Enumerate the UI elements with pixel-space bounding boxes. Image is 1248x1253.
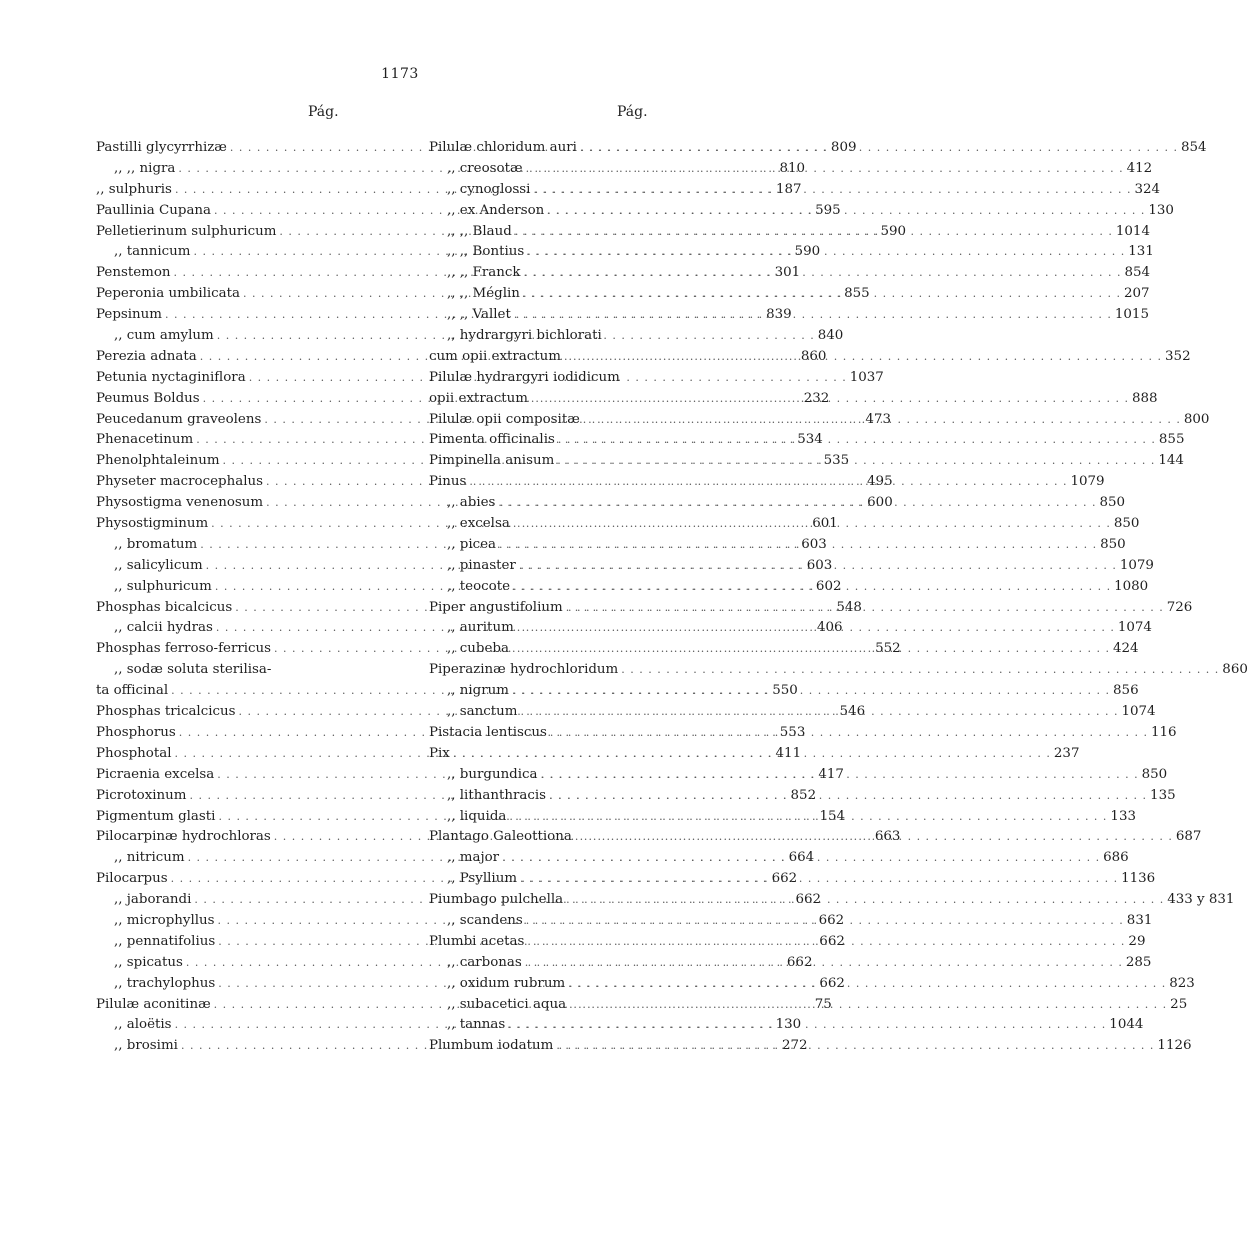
entry-page-number: 663 — [874, 829, 901, 845]
entry-term: Pilulæ opii compositæ — [429, 411, 580, 427]
entry-page-number: 687 — [1175, 829, 1202, 845]
left-column-header: Pág. — [308, 104, 339, 120]
entry-term: Phenacetinum — [96, 432, 194, 448]
entry-term: Piperazinæ hydrochloridum — [429, 662, 619, 678]
entry-page-number: 130 — [775, 1017, 802, 1033]
entry-term: Pilulæ chloridum auri — [429, 140, 577, 155]
entry-page-number: 1074 — [1121, 704, 1156, 720]
entry-page-number: 590 — [794, 244, 821, 260]
entry-term: ta officinal — [96, 683, 169, 699]
entry-page-number: 850 — [1113, 516, 1140, 532]
entry-page-number: 1080 — [1114, 578, 1149, 594]
dot-leader — [498, 493, 1096, 514]
dot-leader — [499, 535, 1097, 556]
dot-leader — [527, 242, 1125, 263]
entry-page-number: 552 — [875, 641, 901, 657]
entry-term: Physostigma venenosum — [96, 495, 264, 511]
entry-term: ,, jaborandi — [114, 892, 192, 908]
entry-term: Pigmentum glasti — [96, 808, 216, 824]
entry-term: ,, brosimi — [114, 1038, 178, 1054]
entry-term: Phosphorus — [96, 724, 176, 740]
dot-leader — [469, 472, 1067, 493]
entry-page-number: 75 — [814, 996, 832, 1012]
dot-leader — [508, 1015, 1106, 1036]
dot-leader — [523, 284, 1121, 305]
entry-term: ,, tannas — [447, 1017, 506, 1033]
entry-page-number: 133 — [1110, 808, 1136, 824]
dot-leader — [568, 974, 1166, 995]
entry-page-number: 548 — [836, 599, 862, 615]
dot-leader — [512, 681, 1110, 702]
dot-leader — [531, 389, 1129, 410]
entry-page-number: 25 — [1170, 996, 1188, 1012]
entry-page-number: 553 — [779, 724, 806, 740]
entry-page-number: 285 — [1125, 954, 1152, 970]
entry-term: cum opii extractum — [429, 348, 561, 364]
entry-page-number: 662 — [818, 912, 845, 928]
entry-page-number: 301 — [774, 265, 801, 281]
entry-term: ,, sulphuricum — [114, 578, 212, 594]
entry-term: ,, ex Anderson — [447, 202, 545, 218]
entry-term: ,, teocote — [447, 578, 511, 594]
entry-page-number: 187 — [775, 181, 802, 197]
entry-term: Peucedanum graveolens — [96, 411, 262, 427]
entry-term: ,, auritum — [447, 620, 514, 636]
dot-leader — [549, 786, 1147, 807]
entry-term: ,, carbonas — [447, 954, 522, 970]
entry-term: ,, sanctum — [447, 704, 518, 720]
entry-page-number: 1044 — [1109, 1017, 1144, 1033]
entry-term: Phosphas tricalcicus — [96, 704, 236, 720]
entry-term: ,, liquida — [447, 808, 507, 824]
entry-term: ,, picea — [447, 536, 497, 552]
dot-leader — [513, 577, 1111, 598]
entry-page-number: 839 — [766, 307, 792, 323]
dot-leader — [523, 263, 1121, 284]
entry-page-number: 800 — [1183, 411, 1210, 427]
entry-term: Physostigminum — [96, 516, 209, 532]
entry-page-number: 495 — [867, 474, 893, 490]
entry-term: ,, salicylicum — [114, 557, 203, 573]
entry-page-number: 1037 — [849, 369, 884, 385]
entry-term: Picrotoxinum — [96, 787, 187, 803]
dot-leader — [527, 932, 1125, 953]
entry-page-number: 590 — [880, 223, 907, 239]
entry-page-number: 534 — [797, 432, 823, 448]
dot-leader — [566, 890, 1164, 911]
dot-leader — [557, 451, 1155, 472]
entry-page-number: 324 — [1134, 181, 1161, 197]
index-entry — [429, 368, 725, 389]
entry-page-number: 406 — [816, 620, 843, 636]
entry-page-number: 855 — [844, 286, 870, 302]
entry-term: Pelletierinum sulphuricum — [96, 223, 277, 239]
dot-leader — [564, 347, 1162, 368]
dot-leader — [502, 848, 1100, 869]
entry-term: Phenolphtaleinum — [96, 453, 220, 469]
entry-page-number: 535 — [823, 453, 850, 469]
dot-leader — [526, 911, 1124, 932]
dot-leader — [520, 702, 1118, 723]
entry-term: ,, oxidum rubrum — [447, 975, 566, 991]
dot-leader — [533, 180, 1131, 201]
entry-page-number: 546 — [839, 704, 866, 720]
entry-page-number: 860 — [800, 348, 827, 364]
entry-term: ,, spicatus — [114, 954, 183, 970]
entry-page-number: 272 — [782, 1038, 808, 1054]
entry-term: ,, ,, Méglin — [447, 286, 520, 302]
entry-term: Pastilli glycyrrhizæ — [96, 140, 227, 155]
dot-leader — [569, 995, 1167, 1016]
entry-page-number: 473 — [865, 411, 891, 427]
entry-term: ,, trachylophus — [114, 975, 216, 991]
dot-leader — [453, 744, 1051, 765]
dot-leader — [583, 410, 1181, 431]
entry-term: ,, ,, Vallet — [447, 307, 511, 323]
entry-term: ,, subacetici aqua — [447, 996, 567, 1012]
entry-page-number: 411 — [775, 745, 802, 761]
entry-term: Pimpinella anisum — [429, 453, 555, 469]
entry-page-number: 602 — [815, 578, 842, 594]
entry-term: Perezia adnata — [96, 348, 197, 364]
entry-term: ,, sodæ soluta sterilisa- — [114, 662, 272, 678]
entry-page-number: 1136 — [1121, 871, 1156, 887]
entry-page-number: 154 — [819, 808, 846, 824]
entry-page-number: 412 — [1126, 160, 1153, 176]
entry-term: ,, major — [447, 850, 500, 866]
dot-leader — [517, 618, 1115, 639]
entry-term: Phosphas ferroso-ferricus — [96, 641, 272, 657]
entry-term: ,, sulphuris — [96, 181, 172, 197]
entry-term: Penstemon — [96, 265, 171, 281]
entry-term: Plumbi acetas — [429, 933, 525, 949]
entry-term: ,, microphyllus — [114, 912, 215, 928]
entry-page-number: 135 — [1150, 787, 1176, 803]
entry-page-number: 601 — [812, 516, 838, 532]
entry-term: opii extractum — [429, 390, 528, 406]
entry-page-number: 662 — [771, 871, 798, 887]
dot-leader — [525, 953, 1123, 974]
entry-page-number: 662 — [819, 975, 845, 991]
entry-page-number: 860 — [1222, 662, 1248, 678]
entry-term: ,, ,, Bontius — [447, 244, 525, 260]
entry-term: ,, abies — [447, 495, 496, 511]
dot-leader — [556, 1036, 1154, 1057]
dot-leader — [520, 869, 1118, 890]
entry-term: Peumus Boldus — [96, 390, 200, 406]
entry-page-number: 116 — [1150, 724, 1177, 740]
entry-term: ,, burgundica — [447, 766, 538, 782]
entry-page-number: 888 — [1131, 390, 1158, 406]
entry-term: ,, cum amylum — [114, 328, 214, 344]
entry-page-number: 852 — [790, 787, 817, 803]
entry-page-number: 29 — [1128, 933, 1146, 949]
dot-leader — [541, 765, 1139, 786]
entry-page-number: 809 — [830, 140, 857, 155]
dot-leader — [580, 138, 1178, 159]
entry-page-number: 1079 — [1070, 474, 1105, 490]
entry-term: Phosphotal — [96, 745, 172, 761]
entry-page-number: 831 — [1126, 912, 1153, 928]
entry-term: ,, cynoglossi — [447, 181, 531, 197]
entry-term: Piumbago pulchella — [429, 892, 564, 908]
dot-leader — [550, 723, 1148, 744]
entry-page-number: 810 — [779, 160, 806, 176]
entry-page-number: 854 — [1180, 140, 1207, 155]
entry-term: ,, pennatifolius — [114, 933, 216, 949]
entry-term: ,, tannicum — [114, 244, 191, 260]
entry-term: ,, calcii hydras — [114, 620, 213, 636]
entry-page-number: 662 — [819, 933, 845, 949]
entry-term: ,, scandens — [447, 912, 523, 928]
entry-page-number: 850 — [1100, 536, 1126, 552]
index-entry — [429, 660, 1248, 681]
entry-page-number: 840 — [817, 328, 844, 344]
entry-page-number: 1126 — [1157, 1038, 1192, 1054]
entry-term: Petunia nyctaginiflora — [96, 369, 246, 385]
entry-term: ,, cubeba — [447, 641, 509, 657]
dot-leader — [558, 430, 1156, 451]
entry-term: ,, excelsa — [447, 516, 510, 532]
entry-term: ,, pinaster — [447, 557, 516, 573]
entry-page-number: 417 — [818, 766, 844, 782]
entry-term: ,, Psyllium — [447, 871, 518, 887]
entry-page-number: 207 — [1123, 286, 1150, 302]
entry-page-number: 1015 — [1114, 307, 1149, 323]
dot-leader — [514, 305, 1112, 326]
entry-term: Pilocarpus — [96, 871, 168, 887]
dot-leader — [515, 222, 1113, 243]
entry-term: Plumbum iodatum — [429, 1038, 554, 1054]
entry-page-number: 823 — [1169, 975, 1195, 991]
entry-term: ,, lithanthracis — [447, 787, 546, 803]
entry-page-number: 854 — [1124, 265, 1151, 281]
entry-page-number: 1014 — [1115, 223, 1150, 239]
entry-page-number: 424 — [1113, 641, 1139, 657]
entry-term: Pimenta officinalis — [429, 432, 555, 448]
entry-page-number: 664 — [788, 850, 815, 866]
entry-term: ,, ,, Blaud — [447, 223, 512, 239]
entry-page-number: 1079 — [1119, 557, 1154, 573]
entry-page-number: 856 — [1113, 683, 1139, 699]
entry-term: Paullinia Cupana — [96, 202, 212, 218]
entry-term: Pepsinum — [96, 307, 163, 323]
entry-page-number: 686 — [1103, 850, 1129, 866]
right-column-header: Pág. — [617, 104, 648, 120]
index-entry — [96, 660, 406, 681]
entry-term: Phosphas bicalcicus — [96, 599, 233, 615]
entry-term: Pilulæ aconitinæ — [96, 996, 211, 1012]
dot-leader — [547, 201, 1145, 222]
entry-term: ,, nitricum — [114, 850, 185, 866]
entry-term: ,, creosotæ — [447, 160, 523, 176]
entry-term: Physeter macrocephalus — [96, 474, 263, 490]
entry-page-number: 603 — [806, 557, 833, 573]
entry-term: Picraenia excelsa — [96, 766, 215, 782]
dot-leader — [526, 159, 1124, 180]
entry-term: ,, nigrum — [447, 683, 509, 699]
entry-term: ,, ,, nigra — [114, 160, 176, 176]
dot-leader — [509, 807, 1107, 828]
entry-term: ,, aloëtis — [114, 1017, 172, 1033]
entry-term: Pilulæ hydrargyri iodidicum — [429, 369, 620, 385]
entry-term: Peperonia umbilicata — [96, 286, 241, 302]
entry-page-number: 550 — [772, 683, 798, 699]
entry-page-number: 662 — [795, 892, 822, 908]
entry-page-number: 237 — [1053, 745, 1080, 761]
dot-leader — [621, 660, 1219, 681]
entry-page-number: 1074 — [1117, 620, 1152, 636]
entry-term: ,, hydrargyri bichlorati — [447, 328, 602, 344]
entry-page-number: 433 y 831 — [1167, 892, 1235, 908]
entry-page-number: 144 — [1158, 453, 1184, 469]
entry-page-number: 232 — [803, 390, 830, 406]
entry-term: Pinus — [429, 474, 467, 490]
dot-leader — [513, 514, 1111, 535]
entry-term: ,, ,, Franck — [447, 265, 521, 281]
entry-page-number: 131 — [1128, 244, 1154, 260]
dot-leader — [575, 827, 1173, 848]
entry-page-number: 662 — [786, 954, 813, 970]
entry-term: Pix — [429, 745, 450, 761]
entry-page-number: 855 — [1158, 432, 1185, 448]
entry-term: Pilocarpinæ hydrochloras — [96, 829, 271, 845]
entry-term: Pistacia lentiscus — [429, 724, 547, 740]
entry-page-number: 726 — [1166, 599, 1193, 615]
entry-page-number: 595 — [815, 202, 841, 218]
entry-page-number: 850 — [1099, 495, 1126, 511]
dot-leader — [512, 639, 1110, 660]
dot-leader — [519, 556, 1117, 577]
entry-page-number: 850 — [1141, 766, 1168, 782]
entry-term: Piper angustifolium — [429, 599, 563, 615]
entry-page-number: 600 — [867, 495, 893, 511]
index-entry — [429, 326, 725, 347]
dot-leader — [566, 598, 1164, 619]
entry-page-number: 352 — [1165, 348, 1191, 364]
entry-page-number: 130 — [1148, 202, 1174, 218]
page-number: 1173 — [381, 66, 419, 82]
entry-page-number: 603 — [801, 536, 827, 552]
entry-term: Plantago Galeottiona — [429, 829, 572, 845]
entry-term: ,, bromatum — [114, 536, 198, 552]
